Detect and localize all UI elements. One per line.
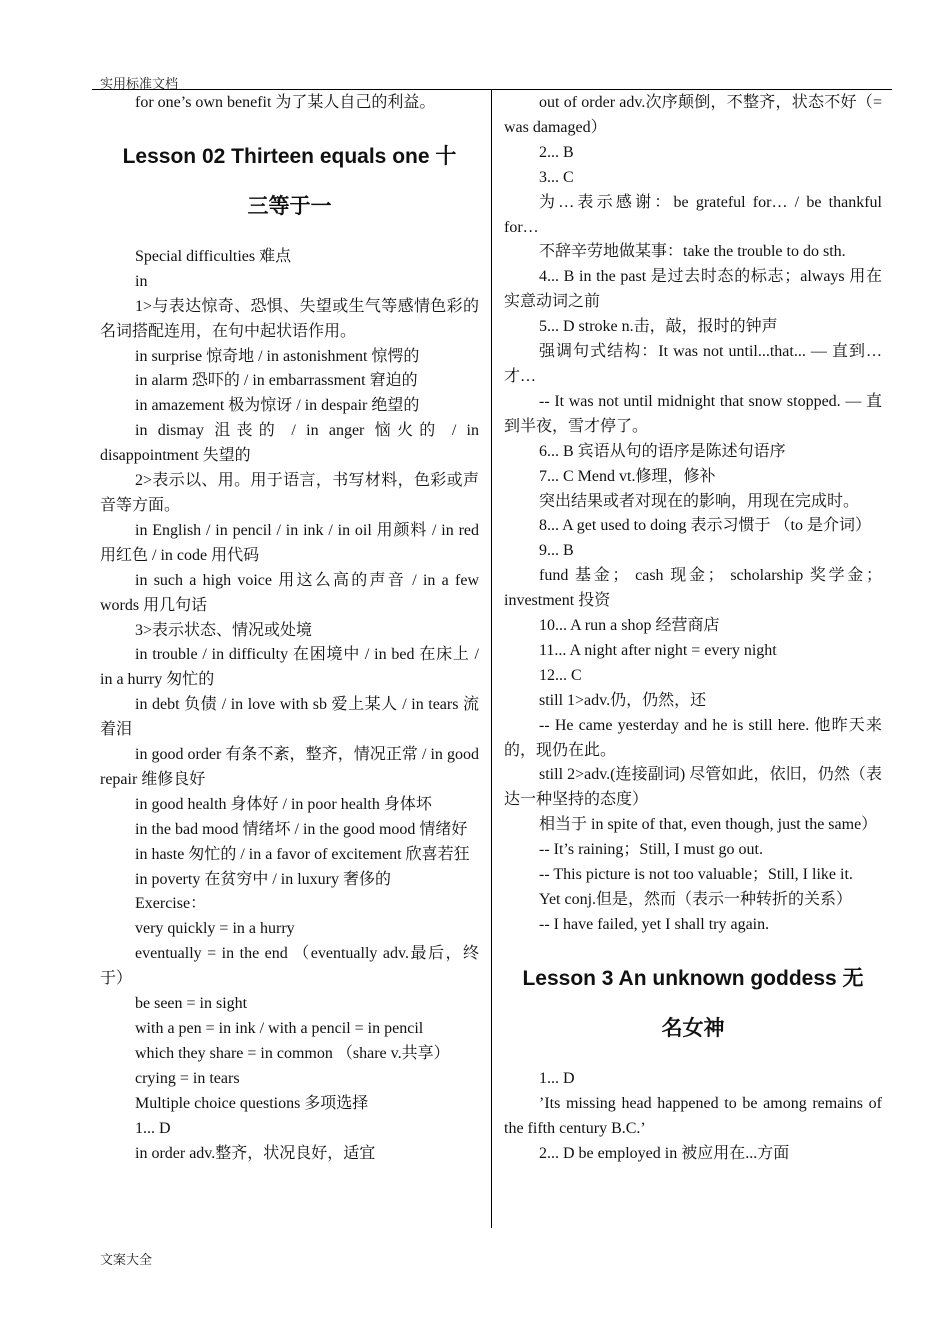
text-line: 1>与表达惊奇、恐惧、失望或生气等感情色彩的名词搭配连用，在句中起状语作用。 [100,297,479,340]
lesson-02-answers [504,91,882,938]
text-line: 3>表示状态、情况或处境 [135,621,313,639]
text-line: -- I have failed, yet I shall try again. [539,915,770,933]
text-line: very quickly = in a hurry [135,920,295,938]
lesson-03-title-line-1: Lesson 3 An unknown goddess 无 [522,966,864,990]
text-line: out of order adv.次序颠倒，不整齐，状态不好（= was damaged） [504,94,882,136]
text-line: 1... D [539,1069,575,1087]
text-line: 5... D stroke n.击，敲，报时的钟声 [539,318,778,336]
text-line: 3... C [539,168,574,186]
right-column [504,91,882,1166]
text-line: be seen = in sight [135,995,248,1013]
text-line: 相当于 in spite of that, even though, just the same） [539,816,878,834]
text-line: ’Its missing head happened to be among remains of the fifth century B.C.’ [504,1094,882,1137]
text-line: 2... B [539,143,574,161]
text-line: in surprise 惊奇地 / in astonishment 惊愕的 [135,347,420,365]
text-line: in trouble / in difficulty 在困境中 / in bed 在床上 / in a hurry 匆忙的 [100,646,479,689]
text-line: Multiple choice questions 多项选择 [135,1094,369,1112]
text-line: Yet conj.但是，然而（表示一种转折的关系） [539,891,853,908]
text-line: with a pen = in ink / with a pencil = in pencil [135,1020,424,1037]
text-line: still 1>adv.仍，仍然，还 [539,691,707,709]
text-line: -- He came yesterday and he is still here. 他昨天来的，现仍在此。 [504,716,882,759]
text-line: which they share = in common （share v.共享） [135,1044,450,1062]
text-line: 12... C [539,666,582,684]
text-line: 强调句式结构：It was not until...that... — 直到…才… [504,343,882,385]
text-line: 突出结果或者对现在的影响，用现在完成时。 [539,492,860,510]
text-line: in alarm 恐吓的 / in embarrassment 窘迫的 [135,372,418,390]
lesson-02-title-line-1: Lesson 02 Thirteen equals one 十 [122,144,457,168]
text-line: 11... A night after night = every night [539,641,777,659]
text-line: 8... A get used to doing 表示习惯于 （to 是介词） [539,517,872,535]
text-line: -- It was not until midnight that snow stopped. — 直到半夜，雪才停了。 [504,392,882,435]
lesson-03-title-line-2: 名女神 [661,1016,725,1040]
text-line: in debt 负债 / in love with sb 爱上某人 / in tears 流着泪 [100,696,479,739]
text-line: in the bad mood 情绪坏 / in the good mood 情绪好 [135,820,468,838]
text-line: Special difficulties 难点 [135,247,292,265]
text-line: 为…表示感谢：be grateful for… / be thankful for… [504,193,882,236]
text-line: crying = in tears [135,1069,240,1087]
lesson-02-title-line-2: 三等于一 [247,194,332,218]
text-line: 不辞辛劳地做某事：take the trouble to do sth. [539,243,846,261]
column-divider [491,89,492,1228]
text-line: 4... B in the past 是过去时态的标志；always 用在实意动词之前 [504,268,882,311]
text-line: in good health 身体好 / in poor health 身体坏 [135,795,432,813]
text-line: in haste 匆忙的 / in a favor of excitement 欣喜若狂 [135,845,470,863]
text-line: in dismay 沮丧的 / in anger 恼火的 / in disappointment 失望的 [100,422,479,465]
text-line: 9... B [539,542,574,560]
text-line: in order adv.整齐，状况良好，适宜 [135,1144,376,1162]
lesson-03-body [504,1067,882,1167]
text-line: 1... D [135,1119,171,1137]
page-header: 实用标准文档 [100,76,179,91]
text-line: 10... A run a shop 经营商店 [539,617,720,635]
page-footer: 文案大全 [100,1252,153,1267]
text-line: in poverty 在贫穷中 / in luxury 奢侈的 [135,870,391,888]
text-line: 6... B 宾语从句的语序是陈述句语序 [539,442,786,460]
text-line: in English / in pencil / in ink / in oil 用颜料 / in red 用红色 / in code 用代码 [100,521,479,564]
lesson-02-body [100,245,479,1167]
text-line: in good order 有条不紊，整齐，情况正常 / in good repair 维修良好 [100,746,479,788]
text-line: 7... C Mend vt.修理，修补 [539,467,716,485]
text-line: -- This picture is not too valuable；Still, I like it. [539,866,853,884]
intro-line: for one’s own benefit 为了某人自己的利益。 [135,94,436,111]
text-line: -- It’s raining；Still, I must go out. [539,841,763,859]
text-line: fund 基金； cash 现金； scholarship 奖学金；investment 投资 [504,567,882,610]
left-column [100,91,479,1166]
text-line: in [135,272,148,290]
header-rule [92,89,892,90]
text-line: in such a high voice 用这么高的声音 / in a few words 用几句话 [100,571,479,614]
text-line: 2... D be employed in 被应用在...方面 [539,1144,790,1162]
text-line: 2>表示以、用。用于语言，书写材料，色彩或声音等方面。 [100,472,479,514]
text-line: in amazement 极为惊讶 / in despair 绝望的 [135,397,420,415]
text-line: eventually = in the end （eventually adv.最后，终于） [100,945,479,988]
text-line: still 2>adv.(连接副词) 尽管如此，依旧，仍然（表达一种坚持的态度） [504,766,882,809]
lesson-03-title [504,954,882,1054]
text-line: Exercise： [135,895,207,913]
lesson-02-title [100,132,479,232]
